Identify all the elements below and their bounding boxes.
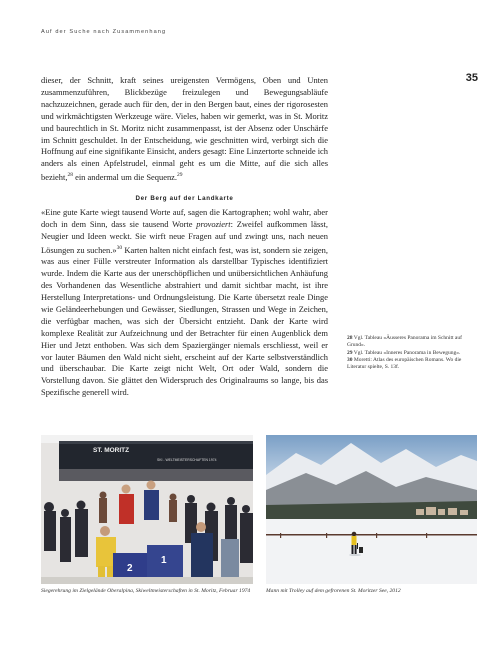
footnote-number: 30 <box>347 357 353 363</box>
footnote-text: Vgl. Tableau «Äusseres Panorama im Schnitt auf Grund». <box>347 335 462 348</box>
photo-award-ceremony-image <box>41 435 253 584</box>
paragraph-2-emphasis: provoziert <box>196 218 231 229</box>
banner-text-1: ST. MORITZ <box>93 447 130 454</box>
section-heading: Der Berg auf der Landkarte <box>135 194 234 202</box>
photo-frozen-lake <box>266 435 477 584</box>
paragraph-1-text-b: ein andermal um die Sequenz. <box>72 172 178 183</box>
footnote-number: 29 <box>347 349 353 356</box>
main-text <box>41 75 328 399</box>
footnote-30 <box>347 357 475 371</box>
paragraph-2-text-c: Karten halten nicht einfach fest, was ist, sondern sie zeigen, was aus einer Fülle verstreuter Information als darstellbar Typisches identifiziert wurde. Indem die Karte aus der unerschöpflichen und unübersichtlichen Anhäufung des Vorhandenen das Wesentliche abstrahiert und damit sichtbar macht, ist ihre Herstellung Interpretations- und Ordnungsleistung. Die Karte übersetzt reale Dinge wie Geländeerhebungen und Gewässer, Siedlungen, Strassen und Wege in Zeichen, die verfügbar machen, was sich der Übersicht entzieht. Dank der Karte wird komplexe Realität zur Aufzeichnung und der Betrachter für einen Augenblick dem Hier und Jetzt enthoben. Was sich dem Spaziergänger niemals erschliesst, weil er vor lauter Bäumen den Wald nicht sieht, erscheint auf der Karte selbstverständlich und überschaubar. Die Karte zeigt nicht Welt, Ort oder Wald, sondern die Vorstellung davon. Sie glättet den Widerspruch des Originalraums so lange, bis das Spezifische generell wird. <box>41 244 328 398</box>
page-number: 35 <box>465 72 478 84</box>
caption-left: Siegerehrung im Zielgelände Oberalpina, Skiweltmeisterschaften in St. Moritz, Februar 1974 <box>41 588 251 594</box>
footnote-ref-30[interactable]: 30 <box>116 244 123 251</box>
footnote-ref-29[interactable]: 29 <box>177 172 183 179</box>
footnote-text: Moretti: Atlas des europäischen Romans. Wo die Literatur spielte, S. 13f. <box>347 357 462 370</box>
paragraph-1-text-a: dieser, der Schnitt, kraft seines ureigensten Vermögens, Oben und Unten zusammenzuführen, Blickbezüge freizulegen und Bewegungsabläufe nachzuzeichnen, gerade auch für den, der in den Bergen baut, eines der rigorosesten und wirkmächtigsten Werkzeuge wäre. Vieles, haben wir gemerkt, was in St. Moritz und baurechtlich in St. Moritz nicht zusammenpasst, ist der Absenz oder Unschärfe im Schnitt geschuldet. In der Entscheidung, wie geschnitten wird, verbirgt sich die Hoffnung auf eine signifikante Einsicht, anders gesagt: Eine Linzertorte schneide ich anders als einen Apfelstrudel, einmal geht es um die Mitte, auf die sich alles bezieht, <box>41 75 328 183</box>
footnote-text: Vgl. Tableau «Inneres Panorama in Bewegung». <box>353 349 461 356</box>
footnote-28 <box>347 335 475 349</box>
caption-right: Mann mit Trolley auf dem gefrorenen St. Moritzer See, 2012 <box>266 588 401 594</box>
footnote-number: 28 <box>347 335 353 341</box>
running-head: Auf der Suche nach Zusammenhang <box>41 29 167 35</box>
footnote-29 <box>347 350 475 357</box>
footnotes <box>347 335 475 372</box>
paragraph-1 <box>41 75 328 184</box>
photo-award-ceremony <box>41 435 253 584</box>
paragraph-2 <box>41 207 328 399</box>
svg-text:1: 1 <box>161 555 167 566</box>
photo-frozen-lake-image <box>266 435 477 584</box>
footnote-ref-28[interactable]: 28 <box>67 172 73 179</box>
svg-text:2: 2 <box>127 563 133 574</box>
paragraph-2-text-b: : Zweifel aufkommen lässt, Neugier und Ideen weckt. Sie wirft neue Fragen auf und zwingt uns, nach neuen Lösungen zu suchen.» <box>41 218 328 255</box>
paragraph-2-text-a: «Eine gute Karte wiegt tausend Worte auf, sagen die Kartographen; wohl wahr, aber doch in dem Sinn, dass sie tausend Worte <box>41 206 328 229</box>
banner-text-2: SKI - WELTMEISTERSCHAFTEN 1974 <box>157 458 217 462</box>
